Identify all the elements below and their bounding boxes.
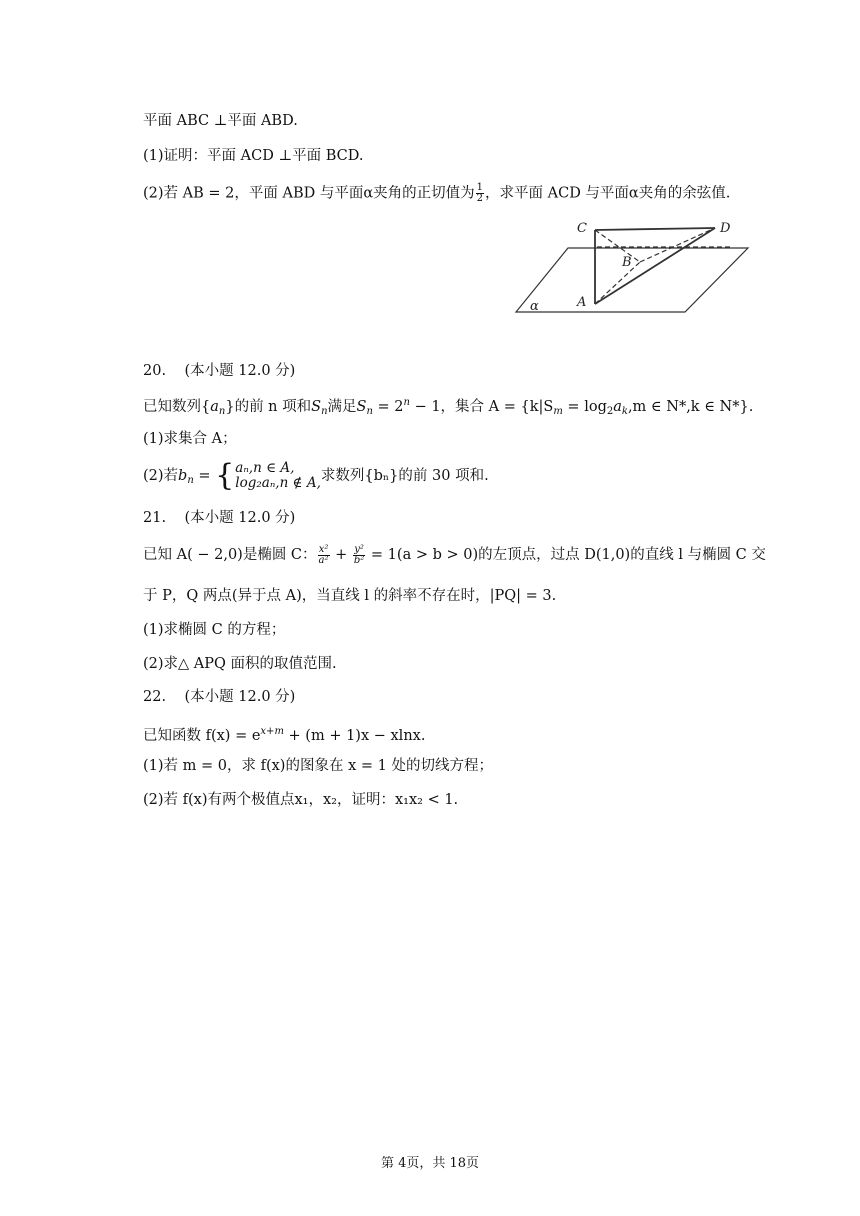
geometry-figure [500,212,760,322]
q22-part2: (2)若 f(x)有两个极值点x₁，x₂，证明：x₁x₂ < 1. [143,792,459,808]
piecewise-cases: aₙ,n ∈ A, log₂aₙ,n ∉ A, [235,460,321,491]
label-A: A [577,295,587,310]
q19-intro: 平面 ABC ⊥平面 ABD. [143,113,298,129]
fraction-x2-a2: $\frac{\text{x²}}{\text{a²}}$ [318,543,329,566]
label-D: D [720,221,731,236]
q19-part1: (1)证明：平面 ACD ⊥平面 BCD. [143,148,364,164]
q22-stem: 已知函数 $f(x) = e^{x+m} + (m + 1)x - xlnx$. [143,726,426,744]
q21-header: 21. (本小题 12.0 分) [143,510,296,526]
page-footer: 第 4页，共 18页 [380,1156,480,1171]
q22-part1: (1)若 m = 0，求 f(x)的图象在 x = 1 处的切线方程； [143,758,493,774]
cases-brace: { [215,458,235,493]
fraction-one-half: $\frac{1}{2}$ [476,182,484,204]
q21-part1: (1)求椭圆 C 的方程； [143,622,286,638]
q21-part2: (2)求△ APQ 面积的取值范围. [143,656,337,672]
label-C: C [577,221,587,236]
q20-stem: 已知数列$\{a_n\}$的前 n 项和$S_n$满足$S_n = 2^n - 1$，集合 $A = \{k|S_m = \log_2a_k,m$ ∈ N*,k ∈ N*}. [143,397,754,417]
label-B: B [622,255,632,270]
q20-header: 20. (本小题 12.0 分) [143,363,296,379]
q21-stem-1: 已知 A( − 2,0)是椭圆 C： $\frac{\text{x²}}{\text{a²}}$ + $\frac{\text{y²}}{\text{b²}}$ = 1(a > b > 0)的左顶点，过点 D(1,0)的直线 l 与椭圆 C 交 [143,543,766,566]
q19-part2: (2)若 AB = 2，平面 ABD 与平面α夹角的正切值为 $\frac{1}{2}$ ，求平面 ACD 与平面α夹角的余弦值. [143,182,731,204]
q20-part2: (2)若$b_n$ = { aₙ,n ∈ A, log₂aₙ,n ∉ A, 求数列{bₙ}的前 30 项和. [143,458,489,493]
q20-part1: (1)求集合 A； [143,431,237,447]
label-alpha: α [530,299,539,314]
q21-stem-2: 于 P，Q 两点(异于点 A)，当直线 l 的斜率不存在时，|PQ| = 3. [143,588,557,604]
q22-header: 22. (本小题 12.0 分) [143,689,296,705]
fraction-y2-b2: $\frac{\text{y²}}{\text{b²}}$ [353,543,365,566]
